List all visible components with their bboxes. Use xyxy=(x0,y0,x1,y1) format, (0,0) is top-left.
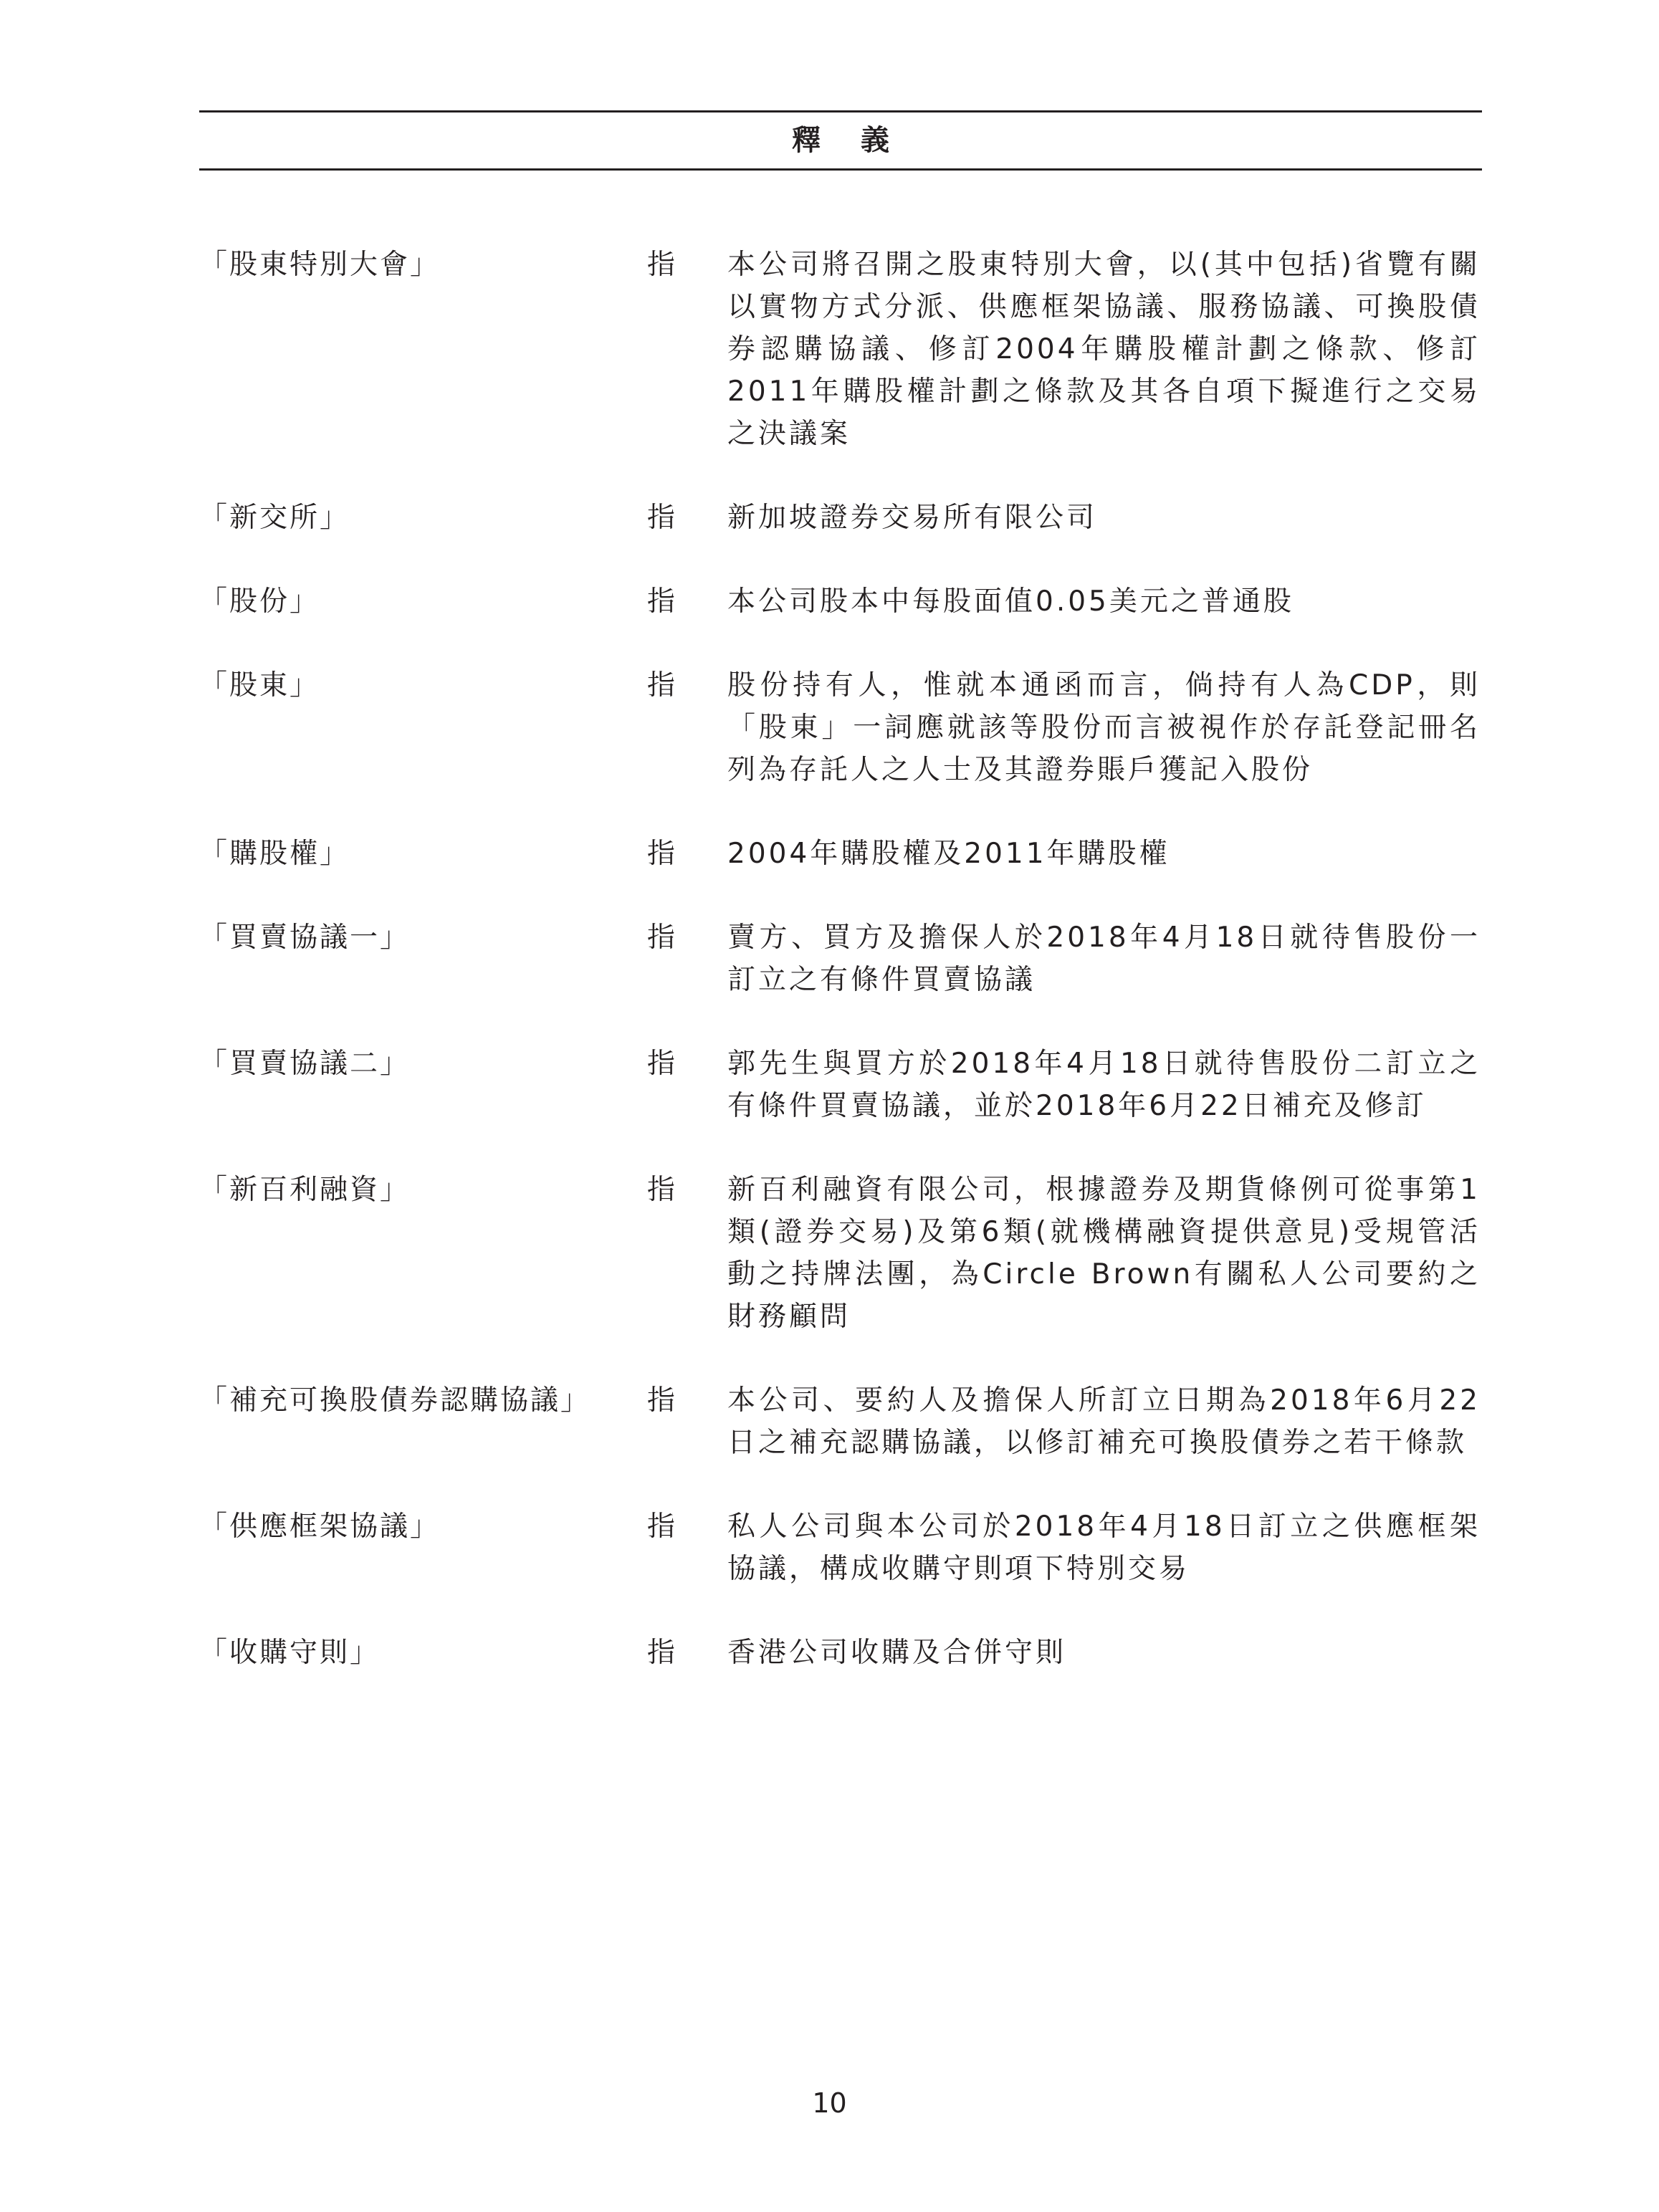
definition-text: 本公司、要約人及擔保人所訂立日期為2018年6月22日之補充認購協議，以修訂補充可換股債券之若干條款 xyxy=(727,1384,1481,1459)
definition-term: 「股東」 xyxy=(199,669,320,702)
definition-means: 指 xyxy=(647,249,676,281)
definition-term: 「購股權」 xyxy=(199,838,350,870)
definition-text: 私人公司與本公司於2018年4月18日訂立之供應框架協議，構成收購守則項下特別交易 xyxy=(727,1510,1481,1585)
definition-text: 本公司將召開之股東特別大會，以(其中包括)省覽有關以實物方式分派、供應框架協議、服務協議、可換股債券認購協議、修訂2004年購股權計劃之條款、修訂2011年購股權計劃之條款及其各自項下擬進行之交易之決議案 xyxy=(727,249,1481,450)
definition-text: 新加坡證券交易所有限公司 xyxy=(727,502,1098,534)
definition-entry xyxy=(199,1043,1482,1127)
definition-entry xyxy=(199,1169,1482,1338)
definition-means: 指 xyxy=(647,1048,676,1080)
definition-term: 「買賣協議二」 xyxy=(199,1048,411,1080)
definition-text: 香港公司收購及合併守則 xyxy=(727,1637,1067,1669)
definition-entry xyxy=(199,664,1482,791)
definition-entry xyxy=(199,916,1482,1001)
definition-text: 股份持有人，惟就本通函而言，倘持有人為CDP，則「股東」一詞應就該等股份而言被視作於存託登記冊名列為存託人之人士及其證券賬戶獲記入股份 xyxy=(727,669,1481,786)
definition-term: 「新百利融資」 xyxy=(199,1174,411,1206)
definition-entry xyxy=(199,244,1482,455)
definition-means: 指 xyxy=(647,585,676,618)
definition-entry xyxy=(199,497,1482,539)
definitions-list xyxy=(199,244,1482,1715)
definition-term: 「補充可換股債券認購協議」 xyxy=(199,1384,591,1417)
definition-entry xyxy=(199,1505,1482,1590)
page-title: 釋義 xyxy=(792,124,929,157)
definition-entry xyxy=(199,1379,1482,1464)
definition-means: 指 xyxy=(647,1637,676,1669)
definition-means: 指 xyxy=(647,921,676,954)
definition-entry xyxy=(199,833,1482,875)
definition-text: 郭先生與買方於2018年4月18日就待售股份二訂立之有條件買賣協議，並於2018年6月22日補充及修訂 xyxy=(727,1048,1481,1122)
definition-means: 指 xyxy=(647,669,676,702)
definition-term: 「收購守則」 xyxy=(199,1637,381,1669)
definition-means: 指 xyxy=(647,1510,676,1543)
definition-means: 指 xyxy=(647,838,676,870)
definition-text: 賣方、買方及擔保人於2018年4月18日就待售股份一訂立之有條件買賣協議 xyxy=(727,921,1481,996)
definition-text: 2004年購股權及2011年購股權 xyxy=(727,838,1170,870)
definition-term: 「買賣協議一」 xyxy=(199,921,411,954)
definition-means: 指 xyxy=(647,1174,676,1206)
definition-term: 「新交所」 xyxy=(199,502,350,534)
page-number: 10 xyxy=(812,2087,847,2119)
definition-text: 本公司股本中每股面值0.05美元之普通股 xyxy=(727,585,1294,618)
definition-means: 指 xyxy=(647,502,676,534)
definition-term: 「供應框架協議」 xyxy=(199,1510,441,1543)
definition-term: 「股份」 xyxy=(199,585,320,618)
definition-term: 「股東特別大會」 xyxy=(199,249,441,281)
definition-entry xyxy=(199,1632,1482,1674)
definition-text: 新百利融資有限公司，根據證券及期貨條例可從事第1類(證券交易)及第6類(就機構融資提供意見)受規管活動之持牌法團，為Circle Brown有關私人公司要約之財務顧問 xyxy=(727,1174,1481,1333)
section-header xyxy=(199,110,1482,171)
definition-entry xyxy=(199,580,1482,623)
definition-means: 指 xyxy=(647,1384,676,1417)
